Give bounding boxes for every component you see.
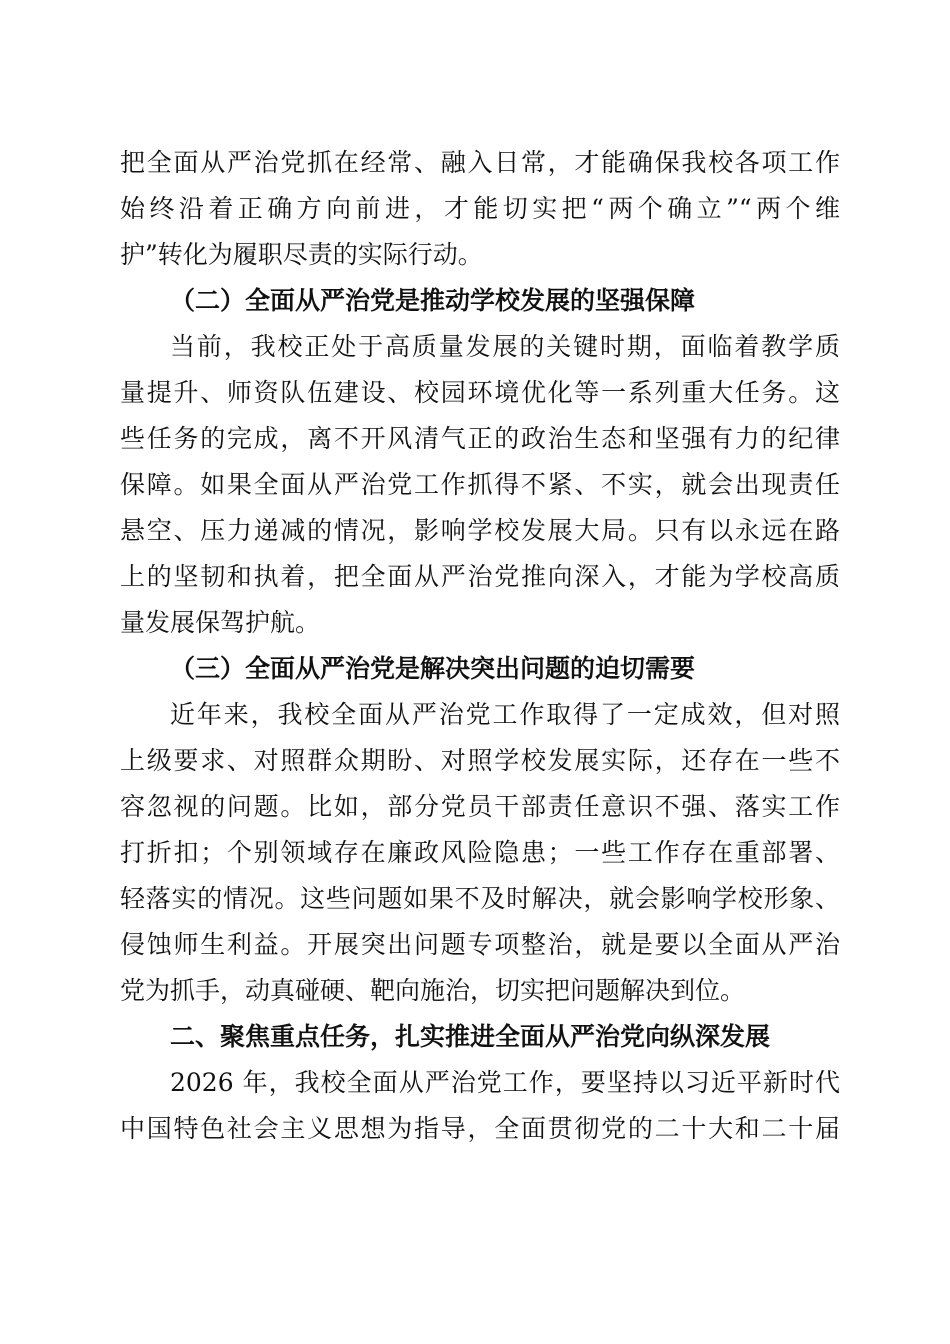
paragraph-line: 护”转化为履职尽责的实际行动。 <box>120 240 483 269</box>
paragraph-line: 党为抓手，动真碰硬、靶向施治，切实把问题解决到位。 <box>120 976 746 1005</box>
paragraph-line: 始终沿着正确方向前进，才能切实把“两个确立”“两个维 <box>120 194 840 223</box>
paragraph-line: 轻落实的情况。这些问题如果不及时解决，就会影响学校形象、 <box>120 884 840 913</box>
paragraph-line: 当前，我校正处于高质量发展的关键时期，面临着教学质 <box>170 332 840 361</box>
paragraph-line: 悬空、压力递减的情况，影响学校发展大局。只有以永远在路 <box>120 516 840 545</box>
paragraph-line: 上的坚韧和执着，把全面从严治党推向深入，才能为学校高质 <box>120 562 840 591</box>
paragraph-line: 量发展保驾护航。 <box>120 608 321 637</box>
paragraph-line: 打折扣；个别领域存在廉政风险隐患；一些工作存在重部署、 <box>120 838 840 867</box>
section-heading: 二、聚焦重点任务，扎实推进全面从严治党向纵深发展 <box>170 1022 771 1051</box>
subheading-3: （三）全面从严治党是解决突出问题的迫切需要 <box>170 654 696 683</box>
paragraph-line: 侵蚀师生利益。开展突出问题专项整治，就是要以全面从严治 <box>120 930 840 959</box>
paragraph-line: 些任务的完成，离不开风清气正的政治生态和坚强有力的纪律 <box>120 424 840 453</box>
paragraph-line: 把全面从严治党抓在经常、融入日常，才能确保我校各项工作 <box>120 148 840 177</box>
paragraph-line: 2026 年，我校全面从严治党工作，要坚持以习近平新时代 <box>170 1068 840 1097</box>
paragraph-line: 近年来，我校全面从严治党工作取得了一定成效，但对照 <box>170 700 840 729</box>
paragraph-line: 中国特色社会主义思想为指导，全面贯彻党的二十大和二十届 <box>120 1114 840 1143</box>
paragraph-line: 上级要求、对照群众期盼、对照学校发展实际，还存在一些不 <box>120 746 840 775</box>
paragraph-line: 量提升、师资队伍建设、校园环境优化等一系列重大任务。这 <box>120 378 840 407</box>
paragraph-line: 保障。如果全面从严治党工作抓得不紧、不实，就会出现责任 <box>120 470 840 499</box>
paragraph-line: 容忽视的问题。比如，部分党员干部责任意识不强、落实工作 <box>120 792 840 821</box>
subheading-2: （二）全面从严治党是推动学校发展的坚强保障 <box>170 286 696 315</box>
